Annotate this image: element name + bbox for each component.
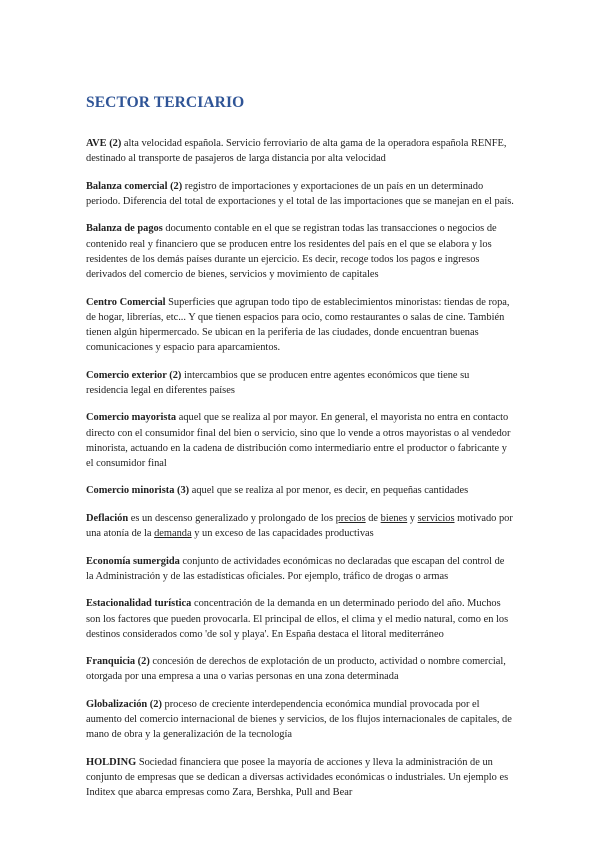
page-title: SECTOR TERCIARIO (86, 94, 245, 111)
entry-definition: registro de importaciones y exportaciones de un país en un determinado periodo. Diferencia del total de exportaciones y el total de las importaciones que se manejan en el país. (86, 180, 514, 207)
entry-term: Franquicia (2) (86, 656, 150, 668)
entry-term: Comercio exterior (2) (86, 369, 182, 381)
glossary-entry-comercio-exterior (86, 368, 514, 398)
entry-term: Economía sumergida (86, 555, 180, 567)
precios-link[interactable]: precios (335, 512, 366, 524)
glossary-entry-estacionalidad-turistica (86, 596, 514, 642)
glossary-entry-holding (86, 755, 514, 801)
glossary-entry-comercio-minorista (86, 483, 514, 498)
glossary-entry-balanza-comercial (86, 179, 514, 209)
entry-term: Deflación (86, 512, 129, 524)
entry-term: AVE (2) (86, 138, 122, 149)
glossary-list (86, 136, 514, 813)
entry-definition: Sociedad financiera que posee la mayoría de acciones y lleva la administración de un conjunto de empresas que se dedican a diversas actividades económicas o industriales. Un ejemplo es Inditex que abarca empresas como Zara, Bershka, Pull and Bear (86, 756, 509, 799)
glossary-entry-franquicia (86, 654, 514, 684)
bienes-link[interactable]: bienes (380, 512, 408, 524)
entry-definition: intercambios que se producen entre agentes económicos que tiene su residencia legal en diferentes países (86, 369, 470, 396)
entry-definition-part: y un exceso de las capacidades productivas (191, 528, 374, 540)
glossary-entry-centro-comercial (86, 295, 514, 356)
entry-definition: proceso de creciente interdependencia económica mundial provocada por el aumento del comercio internacional de bienes y servicios, de los flujos internacionales de capitales, de mano de obra y la generalización de la tecnología (86, 698, 512, 741)
entry-term: Comercio mayorista (86, 412, 177, 424)
entry-term: HOLDING (86, 756, 137, 768)
entry-definition: documento contable en el que se registran todas las transacciones o negocios de contenido real y financiero que se producen entre los residentes del país en el que se elabora y los residentes de los demás países durante un ejercicio. Es decir, recoge todos los pagos e ingresos derivados del comercio de bienes, servicios y movimiento de capitales (86, 223, 497, 281)
glossary-entry-globalizacion (86, 697, 514, 743)
glossary-entry-balanza-de-pagos (86, 221, 514, 282)
entry-definition-part: de (365, 512, 381, 524)
entry-definition: concesión de derechos de explotación de un producto, actividad o nombre comercial, otorgada por una empresa a una o varias personas en una zona determinada (86, 656, 506, 683)
demanda-link[interactable]: demanda (154, 528, 192, 540)
glossary-entry-deflacion (86, 511, 514, 541)
entry-definition: conjunto de actividades económicas no declaradas que escapan del control de la Administración y de las estadísticas oficiales. Por ejemplo, tráfico de drogas o armas (86, 555, 505, 582)
entry-term: Centro Comercial (86, 296, 166, 308)
entry-definition-part: es un descenso generalizado y prolongado de los (128, 512, 336, 524)
entry-definition: alta velocidad española. Servicio ferroviario de alta gama de la operadora española RENFE, destinado al transporte de pasajeros de larga distancia por alta velocidad (86, 138, 507, 165)
entry-term: Balanza comercial (2) (86, 180, 183, 192)
entry-term: Comercio minorista (3) (86, 485, 190, 497)
entry-term: Balanza de pagos (86, 223, 163, 235)
entry-definition: aquel que se realiza al por mayor. En general, el mayorista no entra en contacto directo con el consumidor final del bien o servicio, sino que lo vende a otros mayoristas o al vendedor minorista, actuando en la cadena de distribución como intermediario entre el productor o fabricante y el consumidor final (86, 412, 511, 469)
entry-definition: concentración de la demanda en un determinado periodo del año. Muchos son los factores que pueden provocarla. El principal de ellos, el clima y el medio natural, como en los destinos considerados como 'de sol y playa'. En España destaca el litoral mediterráneo (86, 598, 509, 640)
entry-term: Estacionalidad turística (86, 598, 192, 610)
entry-term: Globalización (2) (86, 698, 162, 710)
glossary-entry-ave (86, 136, 514, 166)
glossary-entry-economia-sumergida (86, 554, 514, 584)
glossary-entry-comercio-mayorista (86, 410, 514, 471)
entry-definition-part: motivado por una atonía de la (86, 512, 513, 540)
entry-definition-part: y (407, 512, 418, 524)
entry-definition: aquel que se realiza al por menor, es decir, en pequeñas cantidades (189, 485, 469, 497)
entry-definition: Superficies que agrupan todo tipo de establecimientos minoristas: tiendas de ropa, de hogar, librerías, etc... Y que tienen espacios para ocio, como restaurantes o salas de cine. También tienen algún hipermercado. Se ubican en la periferia de las ciudades, donde encuentran buenas comunicaciones y espacio para aparcamientos. (86, 296, 510, 354)
servicios-link[interactable]: servicios (417, 512, 455, 524)
